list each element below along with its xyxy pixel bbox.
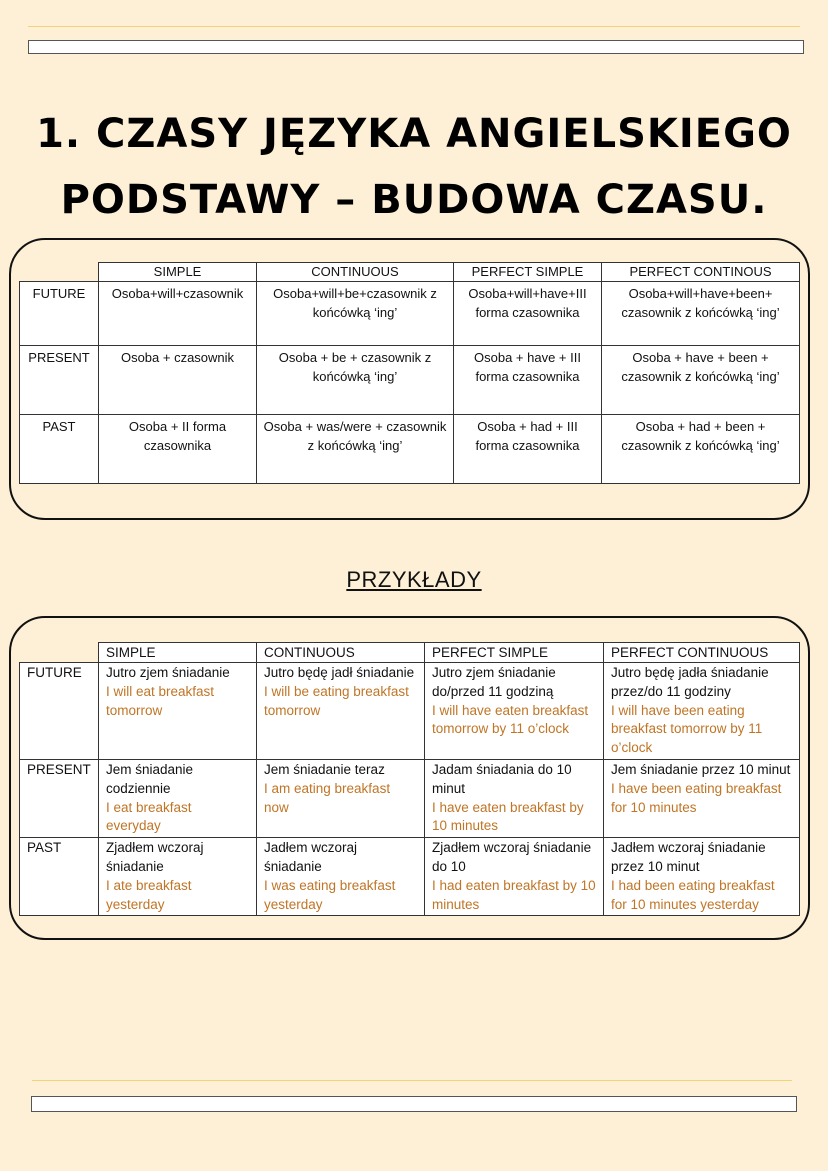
example-cell xyxy=(257,663,425,760)
top-rule xyxy=(28,26,800,27)
header-continuous: CONTINUOUS xyxy=(257,643,425,663)
polish-sentence: Zjadłem wczoraj śniadanie xyxy=(106,840,204,874)
example-cell xyxy=(604,838,800,916)
english-sentence: I ate breakfast yesterday xyxy=(106,877,192,912)
example-cell xyxy=(425,838,604,916)
bottom-rule xyxy=(32,1080,792,1081)
examples-table xyxy=(19,642,800,916)
structure-table xyxy=(19,262,800,484)
row-label: FUTURE xyxy=(20,663,99,760)
header-perfect-simple: PERFECT SIMPLE xyxy=(454,263,602,282)
table-row xyxy=(20,759,800,837)
table-cell: Osoba+will+be+czasownik z końcówką ‘ing’ xyxy=(257,282,454,346)
top-bar xyxy=(28,40,804,54)
header-simple: SIMPLE xyxy=(99,263,257,282)
polish-sentence: Jutro będę jadł śniadanie xyxy=(264,665,415,680)
polish-sentence: Jadam śniadania do 10 minut xyxy=(432,761,572,796)
english-sentence: I will have eaten breakfast tomorrow by 11 o’clock xyxy=(432,702,589,737)
polish-sentence: Jutro zjem śniadanie do/przed 11 godziną xyxy=(432,665,556,699)
table-row xyxy=(20,838,800,916)
header-simple: SIMPLE xyxy=(99,643,257,663)
table-cell: Osoba + czasownik xyxy=(99,346,257,415)
table-cell: Osoba + be + czasownik z końcówką ‘ing’ xyxy=(257,346,454,415)
polish-sentence: Jadłem wczoraj śniadanie przez 10 minut xyxy=(611,840,766,874)
table-row xyxy=(20,663,800,760)
english-sentence: I am eating breakfast now xyxy=(264,780,391,815)
table-cell: Osoba + had + III forma czasownika xyxy=(454,415,602,484)
polish-sentence: Jutro będę jadła śniadanie przez/do 11 godziny xyxy=(611,665,769,699)
examples-heading: PRZYKŁADY xyxy=(346,567,482,592)
row-label: PAST xyxy=(20,415,99,484)
example-cell xyxy=(257,838,425,916)
header-perfect-continous: PERFECT CONTINOUS xyxy=(602,263,800,282)
polish-sentence: Jem śniadanie przez 10 minut xyxy=(611,761,791,777)
row-label: PAST xyxy=(20,838,99,916)
english-sentence: I have eaten breakfast by 10 minutes xyxy=(432,799,584,834)
example-cell xyxy=(99,759,257,837)
example-cell xyxy=(604,759,800,837)
example-cell xyxy=(425,759,604,837)
example-cell xyxy=(257,759,425,837)
english-sentence: I will have been eating breakfast tomorrow by 11 o’clock xyxy=(611,702,763,756)
english-sentence: I was eating breakfast yesterday xyxy=(264,877,396,912)
table-cell: Osoba + have + III forma czasownika xyxy=(454,346,602,415)
example-cell xyxy=(99,838,257,916)
example-cell xyxy=(99,663,257,760)
examples-header-row xyxy=(20,643,800,663)
corner-cell xyxy=(20,263,99,282)
table-cell: Osoba+will+have+III forma czasownika xyxy=(454,282,602,346)
row-label: FUTURE xyxy=(20,282,99,346)
row-label: PRESENT xyxy=(20,346,99,415)
table-cell: Osoba + II forma czasownika xyxy=(99,415,257,484)
header-perfect-continuous: PERFECT CONTINUOUS xyxy=(604,643,800,663)
table-cell: Osoba + had + been + czasownik z końcówką ‘ing’ xyxy=(602,415,800,484)
bottom-bar xyxy=(31,1096,797,1112)
page-title-line-1: 1. CZASY JĘZYKA ANGIELSKIEGO xyxy=(36,111,792,157)
table-row xyxy=(20,282,800,346)
polish-sentence: Zjadłem wczoraj śniadanie do 10 xyxy=(432,840,592,874)
table-cell: Osoba + was/were + czasownik z końcówką ‘ing’ xyxy=(257,415,454,484)
page-title-line-2: PODSTAWY – BUDOWA CZASU. xyxy=(60,177,768,223)
english-sentence: I eat breakfast everyday xyxy=(106,799,192,834)
english-sentence: I had eaten breakfast by 10 minutes xyxy=(432,877,596,912)
english-sentence: I will be eating breakfast tomorrow xyxy=(264,683,409,718)
row-label: PRESENT xyxy=(20,759,99,837)
table-cell: Osoba + have + been + czasownik z końcówką ‘ing’ xyxy=(602,346,800,415)
structure-header-row xyxy=(20,263,800,282)
header-continuous: CONTINUOUS xyxy=(257,263,454,282)
english-sentence: I have been eating breakfast for 10 minutes xyxy=(611,780,782,815)
polish-sentence: Jutro zjem śniadanie xyxy=(106,665,230,680)
table-cell: Osoba+will+have+been+ czasownik z końcówką ‘ing’ xyxy=(602,282,800,346)
corner-cell xyxy=(20,643,99,663)
example-cell xyxy=(425,663,604,760)
polish-sentence: Jadłem wczoraj śniadanie xyxy=(264,840,358,874)
english-sentence: I will eat breakfast tomorrow xyxy=(106,683,215,718)
example-cell xyxy=(604,663,800,760)
table-cell: Osoba+will+czasownik xyxy=(99,282,257,346)
header-perfect-simple: PERFECT SIMPLE xyxy=(425,643,604,663)
english-sentence: I had been eating breakfast for 10 minutes yesterday xyxy=(611,877,775,912)
polish-sentence: Jem śniadanie teraz xyxy=(264,761,385,777)
table-row xyxy=(20,346,800,415)
table-row xyxy=(20,415,800,484)
polish-sentence: Jem śniadanie codziennie xyxy=(106,761,194,796)
